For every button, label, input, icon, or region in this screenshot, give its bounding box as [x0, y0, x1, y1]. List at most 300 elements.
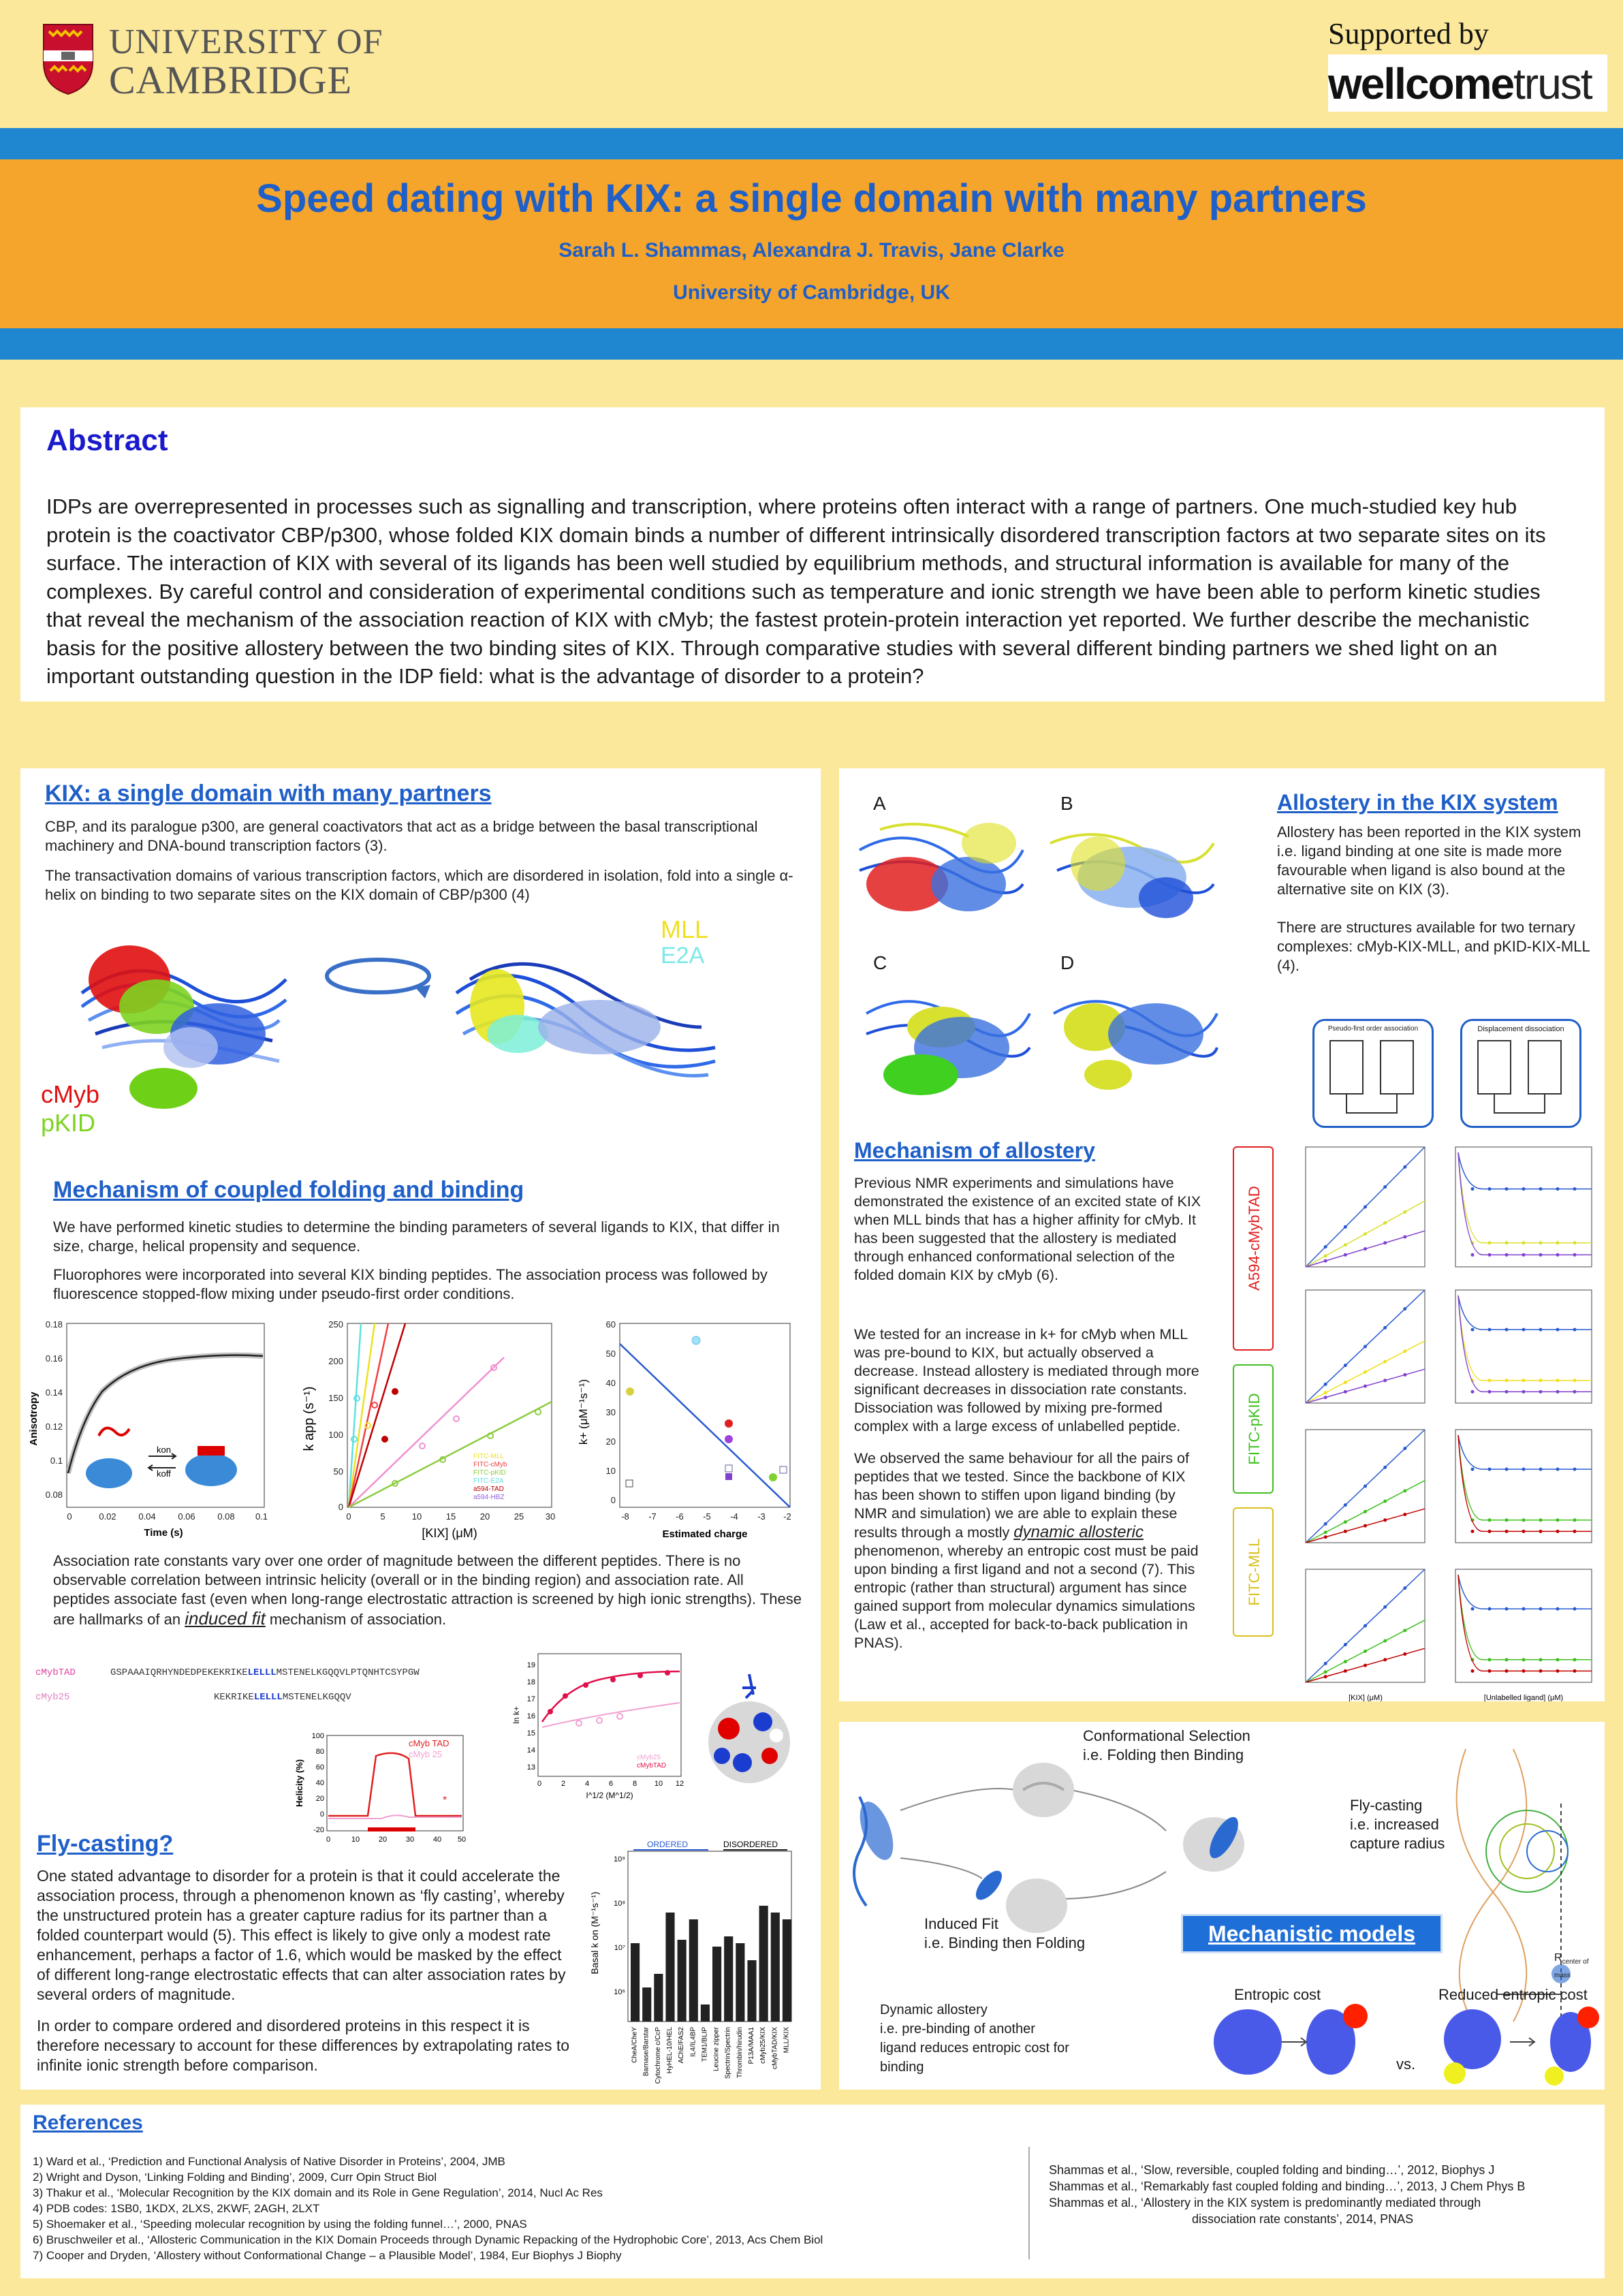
kapp-legend: FITC-MLL	[473, 1453, 504, 1460]
coupled-paragraph-3	[53, 1552, 802, 1629]
university-name-line2: CAMBRIDGE	[109, 58, 353, 102]
hel-ytick: -20	[313, 1826, 324, 1834]
kp-xtick: -5	[703, 1511, 711, 1522]
ion-xtick: 10	[654, 1780, 663, 1788]
data-point	[1505, 1669, 1509, 1673]
anis-ytick: 0.14	[45, 1387, 63, 1398]
data-point	[1539, 1669, 1543, 1673]
hel-legend-tad: cMyb TAD	[409, 1738, 450, 1748]
ternary-structure-d	[1047, 973, 1224, 1109]
reference-item: 5) Shoemaker et al., ‘Speeding molecular recognition by using the folding funnel…’, 2000, PNAS	[33, 2218, 527, 2231]
kp-xtick: -3	[757, 1511, 766, 1522]
data-point	[1488, 1518, 1492, 1522]
kp-xtick: -6	[676, 1511, 684, 1522]
bar	[771, 1913, 780, 2022]
data-point	[1539, 1379, 1543, 1382]
bar-ytick: 10⁸	[614, 1900, 625, 1908]
anis-xtick: 0.1	[255, 1511, 268, 1522]
data-point	[1324, 1670, 1327, 1673]
data-point	[1539, 1658, 1543, 1661]
data-point	[1573, 1187, 1577, 1191]
ternary-structure-a	[853, 809, 1030, 945]
data-point	[1403, 1210, 1406, 1214]
flycasting-paragraph-2: In order to compare ordered and disordered proteins in this respect it is therefore necessary to account for these differences by extrapolating rates to infinite ionic strength before comparison.	[37, 2017, 570, 2074]
data-point	[1364, 1664, 1367, 1667]
ion-ytick: 19	[526, 1661, 535, 1669]
data-point	[1522, 1187, 1526, 1191]
r-label-sub: center of mass	[1554, 1958, 1589, 1980]
data-point	[1344, 1364, 1347, 1367]
data-point	[1344, 1660, 1347, 1663]
kapp-plot	[286, 1317, 558, 1541]
data-point	[1522, 1669, 1526, 1673]
kix-paragraph-1: CBP, and its paralogue p300, are general coactivators that act as a bridge between the basal transcriptional machinery and DNA-bound transcription factors (3).	[45, 818, 758, 854]
hel-xtick: 50	[457, 1836, 467, 1844]
data-point	[1324, 1535, 1327, 1539]
data-point	[1364, 1510, 1367, 1513]
data-point	[1539, 1328, 1543, 1332]
data-point	[1505, 1390, 1509, 1394]
data-point	[1471, 1669, 1475, 1673]
reference-item: 6) Bruschweiler et al., ‘Allosteric Communication in the KIX Domain Proceeds through Dynamic Repacking of the Hydrophobic Core’, 2013, Acs Chem Biol	[33, 2233, 823, 2246]
kp-ytick: 30	[605, 1407, 616, 1417]
fit-curve	[1458, 1435, 1592, 1531]
seq2-a: KEKRIKE	[214, 1692, 254, 1703]
data-point	[1539, 1530, 1543, 1533]
bar-category-label: cMyb25/KIX	[759, 2027, 768, 2064]
kp-ytick: 0	[610, 1495, 616, 1505]
mech-allostery-paragraph-1: Previous NMR experiments and simulations have demonstrated the existence of an excited state of KIX when MLL binds that has a higher affinity for cMyb. It has been suggested that the allostery is mediated through enhanced conformational selection of the folded domain KIX by cMyb (6).	[854, 1175, 1201, 1283]
data-point	[1539, 1468, 1543, 1471]
data-point	[1324, 1383, 1327, 1386]
ion-ytick: 13	[526, 1763, 535, 1772]
anis-xtick: 0.02	[99, 1511, 116, 1522]
label-mll: MLL	[661, 915, 709, 943]
reference-item: Shammas et al., ‘Slow, reversible, coupled folding and binding…’, 2012, Biophys J	[1049, 2163, 1495, 2177]
data-point	[1573, 1669, 1577, 1673]
anis-xlabel: Time (s)	[144, 1527, 183, 1539]
bar-category-label: Thrombin/hirudin	[736, 2027, 744, 2079]
data-point	[1364, 1206, 1367, 1209]
data-point	[1383, 1360, 1387, 1364]
ion-xtick: 4	[584, 1780, 590, 1788]
trust-word: trust	[1513, 59, 1592, 108]
bar	[654, 1974, 663, 2022]
data-point	[1403, 1586, 1406, 1590]
data-point	[1505, 1379, 1509, 1382]
ion-ylabel: ln k+	[511, 1706, 521, 1724]
bar-category-label: CheA/CheY	[631, 2027, 639, 2063]
left-panel	[20, 768, 821, 2090]
assay-box-dissociation-label: Displacement dissociation	[1477, 1025, 1564, 1033]
fit-curve	[1458, 1435, 1592, 1469]
kapp-ytick: 50	[333, 1466, 343, 1477]
data-point	[1324, 1675, 1327, 1678]
hel-ytick: 20	[315, 1795, 324, 1803]
data-point	[1573, 1468, 1577, 1471]
anis-ylabel: Anisotropy	[28, 1391, 40, 1446]
data-point	[1522, 1518, 1526, 1522]
kapp-xtick: 0	[346, 1511, 351, 1522]
mechanistic-models-title-text: Mechanistic models	[1208, 1921, 1416, 1946]
authors: Sarah L. Shammas, Alexandra J. Travis, Jane Clarke	[558, 239, 1065, 262]
ion-legend: cMyb25	[637, 1754, 661, 1761]
allostery-heading: Allostery in the KIX system	[1277, 790, 1558, 815]
data-point	[1539, 1390, 1543, 1394]
ion-xtick: 8	[632, 1780, 637, 1788]
data-point	[1471, 1390, 1475, 1394]
bar	[631, 1943, 640, 2022]
kapp-xtick: 25	[514, 1511, 524, 1522]
data-point	[1344, 1381, 1347, 1384]
bar	[642, 1987, 651, 2022]
kinetics-subplot	[1455, 1147, 1592, 1267]
data-point	[1383, 1221, 1387, 1225]
vs-label: vs.	[1396, 2056, 1416, 2073]
fit-curve	[1458, 1295, 1592, 1381]
bar	[678, 1940, 687, 2022]
hel-ytick: 0	[319, 1810, 324, 1819]
data-point	[1471, 1187, 1475, 1191]
poster-title: Speed dating with KIX: a single domain with many partners	[256, 176, 1367, 221]
data-point	[1573, 1607, 1577, 1611]
data-point	[1344, 1503, 1347, 1507]
data-point	[1505, 1468, 1509, 1471]
data-point	[1505, 1187, 1509, 1191]
data-point	[1522, 1468, 1526, 1471]
kapp-legend: FITC-pKID	[473, 1469, 506, 1477]
data-point	[1505, 1518, 1509, 1522]
assay-box-dissociation	[1460, 1019, 1581, 1128]
ion-ytick: 14	[526, 1746, 535, 1755]
bar-category-label: HyHEL-10/HEL	[666, 2027, 674, 2074]
references-left	[33, 2154, 823, 2263]
data-point	[1573, 1328, 1577, 1332]
if-label-2: i.e. Binding then Folding	[924, 1934, 1086, 1951]
affiliation: University of Cambridge, UK	[673, 281, 950, 304]
data-point	[1364, 1624, 1367, 1628]
references-right	[1049, 2162, 1525, 2227]
data-point	[1488, 1468, 1492, 1471]
seq1-d: CSYPGW	[385, 1667, 420, 1678]
reduced-entropic-cost-label: Reduced entropic cost	[1438, 1986, 1588, 2003]
data-point	[1344, 1225, 1347, 1229]
ion-legend: cMybTAD	[637, 1762, 667, 1770]
coupled-paragraph-1: We have performed kinetic studies to determine the binding parameters of several ligands to KIX, that differ in size, charge, helical propensity and sequence.	[53, 1218, 780, 1255]
reference-item: 2) Wright and Dyson, ‘Linking Folding and Binding’, 2009, Curr Opin Struct Biol	[33, 2171, 437, 2184]
row-label-mll	[1233, 1507, 1274, 1637]
data-point	[1383, 1379, 1387, 1382]
mech-allostery-paragraph-2: We tested for an increase in k+ for cMyb when MLL was pre-bound to KIX, but actually observed a decrease. Instead allostery is mediated through more significant decreases in dissociation rate constants. Dissociation was followed by mixing pre-formed complex with a large excess of unlabelled peptide.	[854, 1326, 1199, 1434]
kinetics-subplot	[1455, 1569, 1592, 1682]
data-point	[1573, 1253, 1577, 1257]
cambridge-shield-icon	[41, 22, 95, 97]
bar	[665, 1913, 674, 2022]
data-point	[1573, 1530, 1577, 1533]
coupled-p3-b: induced fit	[185, 1608, 266, 1629]
ion-xtick: 2	[561, 1780, 566, 1788]
fit-curve	[1458, 1295, 1592, 1330]
row-label-pkid	[1233, 1364, 1274, 1494]
bar-category-label: P13A/MAA1	[748, 2027, 755, 2064]
data-point	[1344, 1243, 1347, 1246]
reference-item: dissociation rate constants’, 2014, PNAS	[1192, 2212, 1414, 2226]
data-point	[1383, 1241, 1387, 1244]
data-point	[1471, 1530, 1475, 1533]
helicity-plot	[293, 1729, 470, 1858]
seq1-b: LELLL	[247, 1667, 277, 1678]
data-point	[1488, 1390, 1492, 1394]
fit-curve	[1458, 1152, 1592, 1189]
ion-xtick: 12	[675, 1780, 684, 1788]
hel-xtick: 20	[378, 1836, 388, 1844]
anis-ytick: 0.16	[45, 1353, 63, 1364]
data-point	[1403, 1489, 1406, 1492]
bar-ylabel: Basal k on (M⁻¹s⁻¹)	[589, 1891, 600, 1975]
hel-xtick: 40	[432, 1836, 442, 1844]
references-heading: References	[33, 2111, 143, 2134]
data-point	[1403, 1629, 1406, 1632]
data-point	[1344, 1643, 1347, 1646]
data-point	[1383, 1466, 1387, 1469]
data-point	[1488, 1241, 1492, 1244]
kp-ytick: 10	[605, 1466, 616, 1476]
data-point	[1471, 1607, 1475, 1611]
data-point	[1383, 1326, 1387, 1330]
mech-allostery-paragraph-3	[854, 1449, 1208, 1652]
data-point	[1556, 1328, 1560, 1332]
kp-xtick: -7	[648, 1511, 657, 1522]
sequence-block	[35, 1667, 420, 1703]
kapp-xtick: 5	[380, 1511, 385, 1522]
data-point	[1344, 1669, 1347, 1673]
bar-disordered-label: DISORDERED	[723, 1840, 778, 1849]
data-point	[1364, 1232, 1367, 1236]
ion-xlabel: I^1/2 (M^1/2)	[586, 1791, 633, 1800]
abstract-heading: Abstract	[46, 424, 168, 457]
data-point	[1556, 1468, 1560, 1471]
data-point	[1573, 1658, 1577, 1661]
kp-ytick: 60	[605, 1319, 616, 1330]
data-point	[1556, 1669, 1560, 1673]
data-point	[1522, 1607, 1526, 1611]
abstract-text: IDPs are overrepresented in processes such as signalling and transcription, where proteins often interact with a range of partners. One much-studied key hub protein is the coactivator CBP/p300, whose folded KIX domain binds a number of different intrinsically disordered transcription factors at two separate sites on its surface. The interaction of KIX with several of its ligands has been well studied by equilibrium methods, and structural information is available for many of the complexes. By careful control and consideration of experimental conditions such as temperature and ionic strength we have been able to perform kinetic studies that reveal the mechanism of the association reaction of KIX with cMyb; the fastest protein-protein interaction yet reported. We further describe the mechanistic basis for the positive allostery between the two binding sites of KIX. Through comparative studies with several different binding partners we shed light on an important outstanding question in the IDP field: what is the advantage of disorder to a protein?	[46, 494, 1546, 688]
coupled-heading: Mechanism of coupled folding and binding	[53, 1177, 524, 1203]
fit-curve	[1458, 1435, 1592, 1520]
data-point	[1471, 1253, 1475, 1257]
data-point	[1324, 1254, 1327, 1257]
row-label-text: FITC-pKID	[1246, 1393, 1263, 1465]
kapp-xtick: 30	[545, 1511, 556, 1522]
anis-xtick: 0.04	[138, 1511, 156, 1522]
allostery-paragraph-1: Allostery has been reported in the KIX system i.e. ligand binding at one site is made more favourable when ligand is also bound at the alternative site on KIX (3).	[1277, 823, 1581, 898]
data-point	[1364, 1345, 1367, 1349]
data-point	[1573, 1241, 1577, 1244]
kapp-xlabel: [KIX] (μM)	[422, 1526, 477, 1540]
reference-item: 3) Thakur et al., ‘Molecular Recognition by the KIX domain and its Role in Gene Regulation’, 2014, Nucl Ac Res	[33, 2186, 603, 2199]
flycasting-paragraph-1: One stated advantage to disorder for a protein is that it could accelerate the association process, through a phenomenon known as ‘fly casting’, whereby the unstructured protein has a greater capture radius for its partner than a folded counterpart would (5). This effect is likely to give only a modest rate enhancement, perhaps a factor of 1.6, which would be masked by the effect of different long-range electrostatic effects that can alter association rates by several orders of magnitude.	[37, 1867, 566, 2003]
row-label-text: FITC-MLL	[1246, 1538, 1263, 1606]
anis-ytick: 0.08	[45, 1490, 63, 1500]
wellcome-word: wellcome	[1328, 59, 1514, 108]
data-point	[1488, 1530, 1492, 1533]
data-point	[1522, 1241, 1526, 1244]
data-point	[1556, 1530, 1560, 1533]
fc-label-3: capture radius	[1350, 1835, 1445, 1852]
kapp-xtick: 15	[445, 1511, 456, 1522]
ion-xtick: 0	[537, 1780, 542, 1788]
kp-ylabel: k+ (μM⁻¹s⁻¹)	[577, 1379, 590, 1445]
reference-item: 7) Cooper and Dryden, ‘Allostery without Conformational Change – a Plausible Model’, 1984, Eur Biophys J Biophy	[33, 2249, 622, 2262]
assay-box-association	[1312, 1019, 1434, 1128]
data-point	[1539, 1241, 1543, 1244]
data-point	[1556, 1607, 1560, 1611]
kapp-legend: a594-TAD	[473, 1485, 504, 1493]
ionic-strength-plot	[511, 1647, 688, 1804]
reference-item: Shammas et al., ‘Allostery in the KIX system is predominantly mediated through	[1049, 2196, 1481, 2209]
data-point	[1403, 1513, 1406, 1516]
university-name-line1: UNIVERSITY OF	[109, 22, 383, 61]
hel-legend-25: cMyb 25	[409, 1749, 443, 1759]
bar-category-label: Barnase/Barstar	[642, 2027, 650, 2077]
kapp-xtick: 10	[411, 1511, 422, 1522]
kapp-legend: FITC-cMyb	[473, 1461, 507, 1468]
hel-star: *	[443, 1795, 447, 1806]
data-point	[1364, 1370, 1367, 1374]
data-point	[1505, 1241, 1509, 1244]
coupled-paragraph-2: Fluorophores were incorporated into several KIX binding peptides. The association process was followed by fluorescence stopped-flow mixing under pseudo-first order conditions.	[53, 1266, 768, 1302]
data-point	[1364, 1524, 1367, 1528]
data-point	[1488, 1379, 1492, 1382]
data-point	[1556, 1253, 1560, 1257]
kapp-ytick: 100	[328, 1430, 343, 1440]
reference-item: 1) Ward et al., ‘Prediction and Functional Analysis of Native Disorder in Proteins’, 2004, JMB	[33, 2155, 505, 2168]
if-label-1: Induced Fit	[924, 1915, 998, 1932]
data-point	[1324, 1662, 1327, 1665]
data-point	[1471, 1328, 1475, 1332]
koff-label: koff	[157, 1468, 171, 1479]
data-point	[1505, 1607, 1509, 1611]
hel-ytick: 80	[315, 1748, 324, 1756]
data-point	[1403, 1652, 1406, 1656]
fc-label-2: i.e. increased	[1350, 1816, 1439, 1833]
bar-category-label: IL4/IL4BP	[689, 2027, 697, 2057]
hel-xtick: 30	[405, 1836, 415, 1844]
mech-allostery-heading: Mechanism of allostery	[854, 1138, 1095, 1163]
anis-ytick: 0.18	[45, 1319, 63, 1330]
kapp-legend: FITC-E2A	[473, 1477, 504, 1485]
reference-item: 4) PDB codes: 1SB0, 1KDX, 2LXS, 2KWF, 2AGH, 2LXT	[33, 2202, 320, 2215]
data-point	[1403, 1349, 1406, 1353]
kapp-ytick: 250	[328, 1319, 343, 1330]
data-point	[1324, 1522, 1327, 1526]
data-point	[1488, 1187, 1492, 1191]
reference-item: Shammas et al., ‘Remarkably fast coupled folding and binding…’, 2013, J Chem Phys B	[1049, 2180, 1526, 2193]
cs-label-1: Conformational Selection	[1083, 1727, 1250, 1744]
data-point	[1324, 1259, 1327, 1263]
seq1-c: MSTENELKGQQVLPTQNHT	[276, 1667, 385, 1678]
data-point	[1505, 1530, 1509, 1533]
coupled-p3-c: mechanism of association.	[265, 1611, 447, 1628]
da-label-2: i.e. pre-binding of another	[880, 2022, 1035, 2036]
bar-category-label: Cytochrome c/CcP	[654, 2027, 662, 2084]
data-point	[1488, 1328, 1492, 1332]
ion-ytick: 17	[526, 1695, 535, 1703]
hel-xtick: 0	[326, 1836, 331, 1844]
hel-ylabel: Helicity (%)	[294, 1759, 304, 1808]
panel-label-d: D	[1060, 952, 1075, 973]
bar-ytick: 10⁷	[614, 1944, 625, 1952]
bar	[689, 1919, 698, 2022]
data-point	[1324, 1396, 1327, 1399]
kp-ytick: 50	[605, 1349, 616, 1359]
kp-ytick: 20	[605, 1436, 616, 1447]
ion-ytick: 18	[526, 1678, 535, 1686]
data-point	[1505, 1658, 1509, 1661]
ion-xtick: 6	[608, 1780, 614, 1788]
allostery-paragraph-2: There are structures available for two ternary complexes: cMyb-KIX-MLL, and pKID-KIX-MLL (4).	[1277, 919, 1590, 974]
data-point	[1364, 1385, 1367, 1388]
kapp-xtick: 20	[479, 1511, 490, 1522]
data-point	[1324, 1245, 1327, 1248]
coupled-p3-a: Association rate constants vary over one order of magnitude between the different peptides. There is no observable correlation between intrinsic helicity (overall or in the binding region) and association rate. All peptides associate fast (even when long-range electrostatic attraction is screened by high ionic strengths). These are hallmarks of an	[53, 1552, 802, 1628]
data-point	[1556, 1241, 1560, 1244]
seq-label-cmyb25: cMyb25	[35, 1692, 70, 1703]
data-point	[1383, 1185, 1387, 1189]
kapp-ylabel: k app (s⁻¹)	[302, 1386, 317, 1451]
abstract-panel	[20, 407, 1605, 702]
hel-ytick: 60	[315, 1763, 324, 1772]
bar-category-label: MLL/KIX	[783, 2027, 791, 2054]
kp-xtick: -2	[783, 1511, 791, 1522]
bar-category-label: Leucine zipper	[712, 2027, 721, 2072]
bar	[701, 2004, 710, 2022]
data-point	[1403, 1307, 1406, 1310]
data-point	[1344, 1390, 1347, 1394]
bar	[712, 1947, 721, 2022]
label-e2a: E2A	[661, 943, 705, 969]
data-point	[1471, 1468, 1475, 1471]
entropic-cost-label: Entropic cost	[1234, 1986, 1321, 2003]
data-point	[1556, 1379, 1560, 1382]
kp-ytick: 40	[605, 1378, 616, 1388]
kp-xtick: -8	[621, 1511, 629, 1522]
fit-curve	[1458, 1575, 1592, 1660]
seq-label-cmybtad: cMybTAD	[35, 1667, 76, 1678]
bar	[724, 1936, 733, 2022]
mechanistic-models-title	[1181, 1914, 1443, 1953]
bar	[747, 1960, 756, 2022]
data-point	[1522, 1379, 1526, 1382]
hel-ytick: 40	[315, 1779, 324, 1787]
data-point	[1488, 1669, 1492, 1673]
data-point	[1556, 1390, 1560, 1394]
data-point	[1522, 1253, 1526, 1257]
kix-paragraph-2: The transactivation domains of various transcription factors, which are disordered in isolation, fold into a single α-helix on binding to two separate sites on the KIX domain of CBP/p300 (4)	[45, 867, 793, 903]
data-point	[1383, 1500, 1387, 1503]
ternary-structure-c	[860, 973, 1037, 1109]
data-point	[1522, 1658, 1526, 1661]
wellcome-logo	[1328, 16, 1607, 108]
da-label-3: ligand reduces entropic cost for	[880, 2041, 1069, 2056]
anis-xtick: 0.06	[178, 1511, 195, 1522]
panel-label-a: A	[873, 793, 886, 814]
kp-xtick: -4	[730, 1511, 738, 1522]
data-point	[1324, 1391, 1327, 1394]
data-point	[1505, 1328, 1509, 1332]
fit-curve	[1458, 1575, 1592, 1671]
bar-category-label: cMybTAD/KIX	[771, 2027, 779, 2070]
